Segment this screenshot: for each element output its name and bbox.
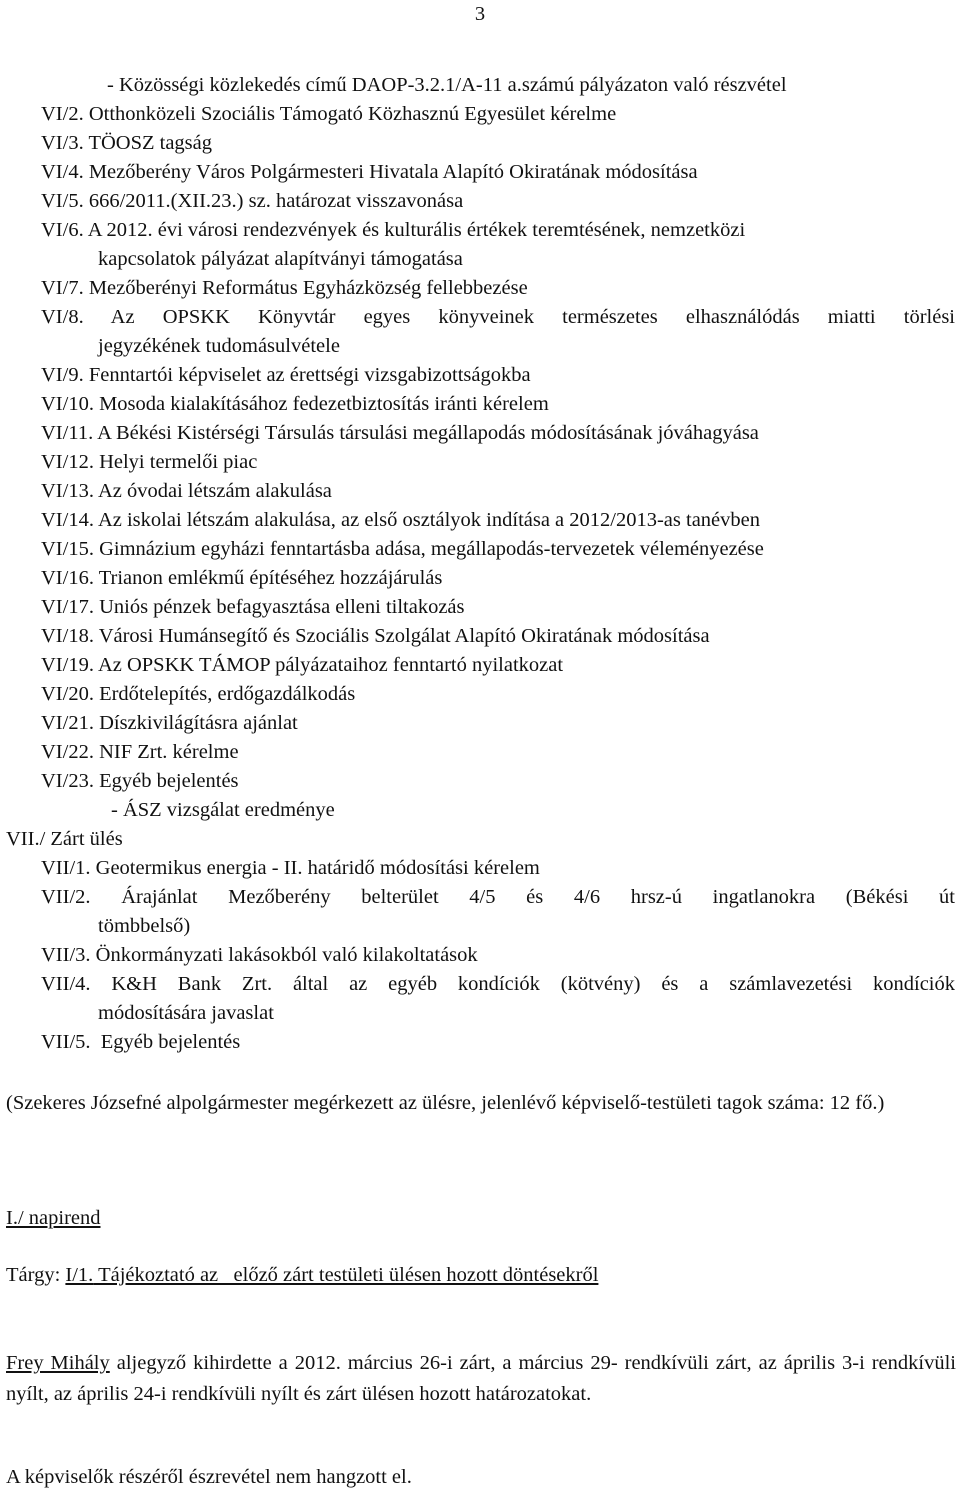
- agenda-item: VII/3. Önkormányzati lakásokból való kilakoltatások: [41, 944, 478, 966]
- agenda-item-continuation: jegyzékének tudomásulvétele: [98, 335, 340, 357]
- subject-title: Tájékoztató az előző zárt testületi ülésen hozott döntésekről: [93, 1264, 599, 1286]
- agenda-item: VI/4. Mezőberény Város Polgármesteri Hivatala Alapító Okiratának módosítása: [41, 161, 698, 183]
- agenda-item: VI/18. Városi Humánsegítő és Szociális Szolgálat Alapító Okiratának módosítása: [41, 625, 710, 647]
- agenda-item: VII/2. Árajánlat Mezőberény belterület 4/5 és 4/6 hrsz-ú ingatlanokra (Békési út: [41, 886, 955, 908]
- agenda-item: VI/8. Az OPSKK Könyvtár egyes könyveinek természetes elhasználódás miatti törlési: [41, 306, 955, 328]
- agenda-item: VI/12. Helyi termelői piac: [41, 451, 258, 473]
- announcement-text: aljegyző kihirdette a 2012. március 26-i zárt, a március 29- rendkívüli zárt, az április 3-i rendkívüli nyílt, az április 24-i rendkívüli nyílt és zárt ülésen hozott határozatokat.: [6, 1352, 956, 1405]
- agenda-item: VI/6. A 2012. évi városi rendezvények és kulturális értékek teremtésének, nemzetközi: [41, 219, 746, 241]
- agenda-item: VI/21. Díszkivilágításra ajánlat: [41, 712, 298, 734]
- agenda-item: VI/2. Otthonközeli Szociális Támogató Közhasznú Egyesület kérelme: [41, 103, 617, 125]
- subject-code: I/1.: [65, 1264, 94, 1286]
- agenda-item-continuation: kapcsolatok pályázat alapítványi támogatása: [98, 248, 463, 270]
- closing-note: A képviselők részéről észrevétel nem hangzott el.: [6, 1466, 412, 1488]
- announcement-paragraph: [6, 1348, 956, 1410]
- agenda-item: VI/20. Erdőtelepítés, erdőgazdálkodás: [41, 683, 356, 705]
- agenda-item: VI/9. Fenntartói képviselet az érettségi vizsgabizottságokba: [41, 364, 531, 386]
- agenda-item: VI/10. Mosoda kialakításához fedezetbiztosítás iránti kérelem: [41, 393, 549, 415]
- agenda-item: VI/13. Az óvodai létszám alakulása: [41, 480, 332, 502]
- announcer-name: Frey Mihály: [6, 1352, 110, 1374]
- agenda-item: VI/11. A Békési Kistérségi Társulás társulási megállapodás módosításának jóváhagyása: [41, 422, 759, 444]
- agenda-section-heading: VII./ Zárt ülés: [6, 828, 123, 850]
- agenda-item: VI/17. Uniós pénzek befagyasztása elleni tiltakozás: [41, 596, 465, 618]
- agenda-item: VI/15. Gimnázium egyházi fenntartásba adása, megállapodás-tervezetek véleményezése: [41, 538, 764, 560]
- agenda-item: VI/16. Trianon emlékmű építéséhez hozzájárulás: [41, 567, 443, 589]
- agenda-item-continuation: tömbbelső): [98, 915, 191, 937]
- section-heading: I./ napirend: [6, 1207, 101, 1229]
- agenda-item: - Közösségi közlekedés című DAOP-3.2.1/A-11 a.számú pályázaton való részvétel: [107, 74, 787, 96]
- agenda-item: VI/14. Az iskolai létszám alakulása, az első osztályok indítása a 2012/2013-as tanévben: [41, 509, 761, 531]
- subject-label: Tárgy:: [6, 1264, 66, 1286]
- agenda-item: VII/1. Geotermikus energia - II. határidő módosítási kérelem: [41, 857, 540, 879]
- attendance-note: (Szekeres Józsefné alpolgármester megérkezett az ülésre, jelenlévő képviselő-testületi tagok száma: 12 fő.): [6, 1092, 885, 1114]
- agenda-item: VI/19. Az OPSKK TÁMOP pályázataihoz fenntartó nyilatkozat: [41, 654, 564, 676]
- subject-line: [6, 1262, 598, 1288]
- agenda-item: VI/23. Egyéb bejelentés: [41, 770, 239, 792]
- agenda-item-continuation: módosítására javaslat: [98, 1002, 274, 1024]
- agenda-item: VI/22. NIF Zrt. kérelme: [41, 741, 239, 763]
- agenda-item: VI/7. Mezőberényi Református Egyházközség fellebbezése: [41, 277, 528, 299]
- agenda-item: VI/5. 666/2011.(XII.23.) sz. határozat visszavonása: [41, 190, 464, 212]
- agenda-item: VII/5. Egyéb bejelentés: [41, 1031, 241, 1053]
- agenda-item: VII/4. K&H Bank Zrt. által az egyéb kondíciók (kötvény) és a számlavezetési kondíciók: [41, 973, 955, 995]
- agenda-subitem: - ÁSZ vizsgálat eredménye: [111, 799, 335, 821]
- agenda-item: VI/3. TÖOSZ tagság: [41, 132, 213, 154]
- page-number: 3: [474, 3, 486, 25]
